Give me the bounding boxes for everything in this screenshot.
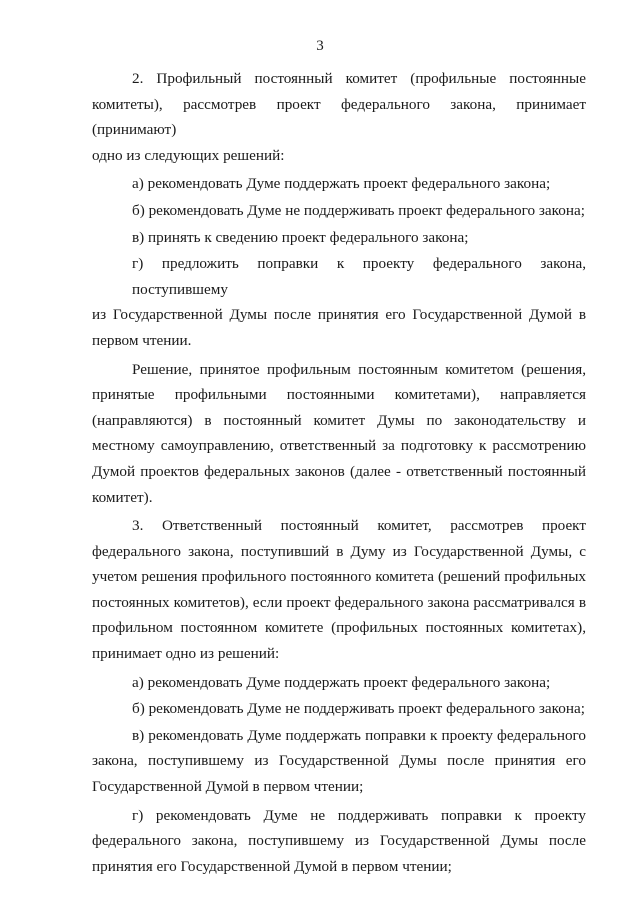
text-line: (направляются) в постоянный комитет Думы по законодательству и [92,411,586,429]
text-line: постоянных комитетов), если проект федерального закона рассматривался в [92,593,586,611]
text-line: федерального закона, поступивший в Думу из Государственной Думы, с [92,542,586,560]
item-a [92,171,586,197]
text-line: г) рекомендовать Думе не поддерживать поправки к проекту [132,806,586,824]
text-line: комитет). [92,488,153,506]
text-line: принимает одно из решений: [92,645,280,663]
text-line: профильном постоянном комитете (профильных постоянных комитетах), [92,619,586,637]
text-line: одно из следующих решений: [92,146,285,164]
text-line: Думой проектов федеральных законов (далее - ответственный постоянный [92,462,586,480]
text-line: принятия его Государственной Думой в первом чтении; [92,857,452,875]
text-line: местному самоуправлению, ответственный за подготовку к рассмотрению [92,437,586,455]
text-line: а) рекомендовать Думе поддержать проект федерального закона; [132,673,551,691]
text-line: б) рекомендовать Думе не поддерживать проект федерального закона; [132,201,585,219]
text-line: комитеты), рассмотрев проект федерального закона, принимает (принимают) [92,95,586,139]
item-b [92,198,586,224]
document-body [92,66,586,879]
text-line: б) рекомендовать Думе не поддерживать проект федерального закона; [132,700,585,718]
item-g-2 [92,803,586,880]
text-line: закона, поступившему из Государственной Думы после принятия его [92,752,586,770]
text-line: принятые профильными постоянными комитетами), направляется [92,386,586,404]
text-line: из Государственной Думы после принятия его Государственной Думой в [92,306,586,324]
text-line: федерального закона, поступившему из Государственной Думы после [92,832,586,850]
text-line: в) рекомендовать Думе поддержать поправки к проекту федерального [132,726,586,744]
item-v [92,225,586,251]
item-v-2 [92,723,586,800]
text-line: первом чтении. [92,331,192,349]
paragraph-3 [92,513,586,667]
item-a-2 [92,670,586,696]
page-number: 3 [316,38,324,54]
text-line: Решение, принятое профильным постоянным комитетом (решения, [132,360,586,378]
text-line: Государственной Думой в первом чтении; [92,778,364,796]
text-line: а) рекомендовать Думе поддержать проект федерального закона; [132,175,551,193]
paragraph-2 [92,66,586,168]
text-line: учетом решения профильного постоянного комитета (решений профильных [92,568,586,586]
item-b-2 [92,696,586,722]
text-line: 2. Профильный постоянный комитет (профильные постоянные [132,70,586,87]
text-line: г) предложить поправки к проекту федерального закона, поступившему [132,255,586,298]
paragraph-decision [92,357,586,511]
text-line: 3. Ответственный постоянный комитет, рассмотрев проект [132,517,586,535]
item-g [92,251,586,353]
text-line: в) принять к сведению проект федерального закона; [132,228,469,246]
